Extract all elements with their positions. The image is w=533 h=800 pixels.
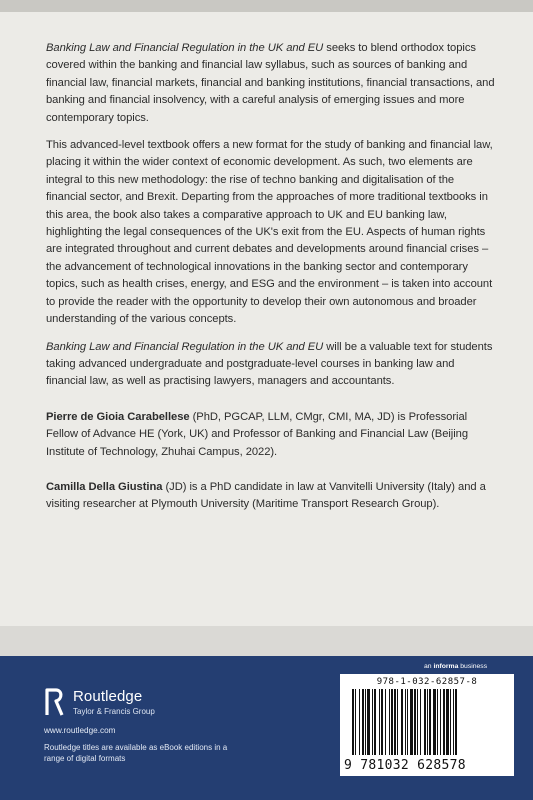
ebook-note: Routledge titles are available as eBook editions in a range of digital formats — [44, 743, 228, 763]
author-credentials: (PhD, PGCAP, LLM, CMgr, CMI, MA, JD) is Professorial Fellow of Advance HE (York, UK) and Professor of Banking and Financial Law (Beijing Institute of Technology, Zhuhai Campus, 2022). — [46, 410, 469, 458]
publisher-website[interactable]: www.routledge.com — [44, 726, 116, 735]
informa-tagline: an informa business — [424, 663, 488, 670]
publisher-footer — [0, 656, 533, 800]
isbn-number: 978-1-032-62857-8 — [376, 677, 478, 687]
author-name: Camilla Della Giustina — [46, 480, 163, 493]
top-strip — [0, 0, 533, 12]
description-paragraph-3 — [46, 339, 496, 391]
book-title-italic: Banking Law and Financial Regulation in the UK and EU — [46, 42, 324, 54]
routledge-logo-icon — [44, 687, 66, 717]
author-credentials: (JD) is a PhD candidate in law at Vanvitelli University (Italy) and a visiting researcher at Plymouth University (Maritime Transport Research Group). — [46, 480, 486, 511]
author-name: Pierre de Gioia Carabellese — [46, 410, 190, 423]
barcode-bars — [348, 689, 506, 757]
author-bio-2 — [46, 479, 496, 514]
author-bio-1 — [46, 409, 496, 461]
description-text: seeks to blend orthodox topics covered within the banking and financial law syllabus, such as sources of banking and financial law, financial markets, financial and banking institutions, financial transactions, and banking and financial insolvency, with a careful analysis of emerging issues and more contemporary topics. — [46, 42, 495, 124]
publisher-group: Taylor & Francis Group — [73, 707, 155, 716]
divider-band — [0, 626, 533, 656]
isbn-barcode — [340, 674, 514, 776]
description-paragraph-2: This advanced-level textbook offers a new format for the study of banking and financial law, placing it within the wider context of economic development. As such, two elements are integral to this new methodology: the rise of techno banking and digitalisation of the financial sector, and Brexit. Departing from the approaches of more traditional textbooks in this area, the book also takes a comparative approach to UK and EU banking law, highlighting the legal consequences of the UK's exit from the EU. Aspects of human rights are integrated throughout and current debates and developments around financial crises – the advancement of technological innovations in the banking sector and contemporary topics, such as health crises, energy, and ESG and the environment – is taken into account to provide the reader with the opportunity to develop their own autonomous and broader understanding of the various concepts. — [46, 139, 493, 326]
book-title-italic: Banking Law and Financial Regulation in the UK and EU — [46, 340, 324, 353]
back-cover-text — [46, 40, 496, 532]
publisher-name: Routledge — [73, 688, 143, 705]
ean-digits: 9 781032 628578 — [344, 758, 466, 773]
description-text: will be a valuable text for students taking advanced undergraduate and postgraduate-level courses in banking law and financial law, as well as practising lawyers, managers and accountants. — [46, 340, 493, 388]
description-paragraph-1 — [46, 40, 496, 127]
